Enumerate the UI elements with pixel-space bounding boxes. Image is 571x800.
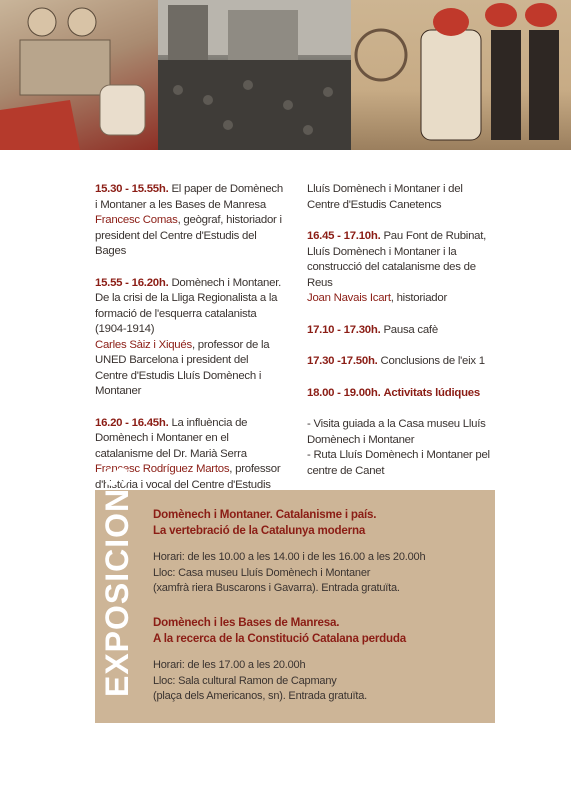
visit-item: - Visita guiada a la Casa museu Lluís Domènech i Montaner: [307, 418, 486, 446]
exhibition-title: Domènech i Montaner. Catalanisme i país.: [153, 508, 377, 521]
item-role: , historiador: [390, 292, 448, 304]
item-time: 15.30 - 15.55h.: [95, 183, 169, 195]
exhibition-hours: Horari: de les 17.00 a les 20.00h: [153, 659, 306, 671]
item-speaker: Francesc Rodríguez Martos: [95, 463, 230, 475]
exhibition-title: Domènech i les Bases de Manresa.: [153, 616, 340, 629]
program-item: [307, 354, 497, 370]
item-time: 16.45 - 17.10h.: [307, 230, 381, 242]
left-program-column: [95, 182, 283, 509]
continuation-text: Lluís Domènech i Montaner i del Centre d'Estudis Canetencs: [307, 183, 463, 211]
caricature-illustration: [0, 0, 158, 150]
exhibition-address: (plaça dels Americanos, sn). Entrada gratuïta.: [153, 690, 367, 702]
item-speaker: Carles Sàiz i Xiqués: [95, 338, 192, 351]
item-activity: Activitats lúdiques: [383, 386, 480, 399]
crowd-photo-illustration: [158, 0, 351, 150]
item-text: La influència de Domènech i Montaner en el catalanisme del Dr. Marià Serra: [95, 416, 248, 460]
exhibitions-vertical-label: EXPOSICIONS: [99, 465, 135, 697]
item-text: Pausa cafè: [383, 323, 438, 336]
item-time: 17.10 - 17.30h.: [307, 323, 381, 336]
caricature-image: [0, 0, 158, 150]
march-caricature-illustration: [351, 0, 571, 150]
item-time: 15.55 - 16.20h.: [95, 276, 169, 289]
program-item: [95, 182, 283, 260]
item-role: , geògraf, historiador i president del Centre d'Estudis del Bages: [95, 214, 282, 257]
exhibition-item: [153, 507, 488, 597]
program-item: [307, 386, 497, 402]
item-speaker: Francesc Comas: [95, 214, 178, 226]
header-banner: [0, 0, 571, 150]
item-text: Pau Font de Rubinat, Lluís Domènech i Montaner i la construcció del catalanisme des de Reus: [307, 230, 487, 289]
exhibition-place: Lloc: Sala cultural Ramon de Capmany: [153, 674, 337, 687]
right-program-column: [307, 182, 497, 479]
item-time: 16.20 - 16.45h.: [95, 416, 169, 429]
item-text: Conclusions de l'eix 1: [380, 355, 485, 367]
visit-item: - Ruta Lluís Domènech i Montaner pel centre de Canet: [307, 449, 490, 477]
exhibition-subtitle: La vertebració de la Catalunya moderna: [153, 523, 366, 537]
exhibition-hours: Horari: de les 10.00 a les 14.00 i de les 16.00 a les 20.00h: [153, 551, 426, 563]
program-item: [95, 276, 283, 400]
exhibition-item: [153, 615, 488, 705]
crowd-photo: [158, 0, 351, 150]
exhibition-place: Lloc: Casa museu Lluís Domènech i Montaner: [153, 566, 371, 579]
item-role: , professor d'història i vocal del Centre d'Estudis: [95, 463, 281, 491]
program-item: [307, 323, 497, 339]
program-item: [307, 229, 497, 307]
item-speaker: Joan Navais Icart: [307, 292, 391, 304]
item-role: , professor de la UNED Barcelona i president del Centre d'Estudis Lluís Domènech i Montaner: [95, 338, 270, 397]
exhibition-address: (xamfrà riera Buscarons i Gavarra). Entrada gratuïta.: [153, 582, 400, 594]
visit-list: [307, 417, 497, 479]
march-caricature: [351, 0, 571, 150]
item-text: Domènech i Montaner. De la crisi de la Lliga Regionalista a la formació de l'esquerra catalanista (1904-1914): [95, 276, 282, 335]
item-time: 17.30 -17.50h.: [307, 355, 378, 367]
item-text: El paper de Domènech i Montaner a les Bases de Manresa: [95, 183, 283, 211]
exhibition-subtitle: A la recerca de la Constitució Catalana perduda: [153, 631, 407, 645]
item-time: 18.00 - 19.00h.: [307, 386, 381, 399]
